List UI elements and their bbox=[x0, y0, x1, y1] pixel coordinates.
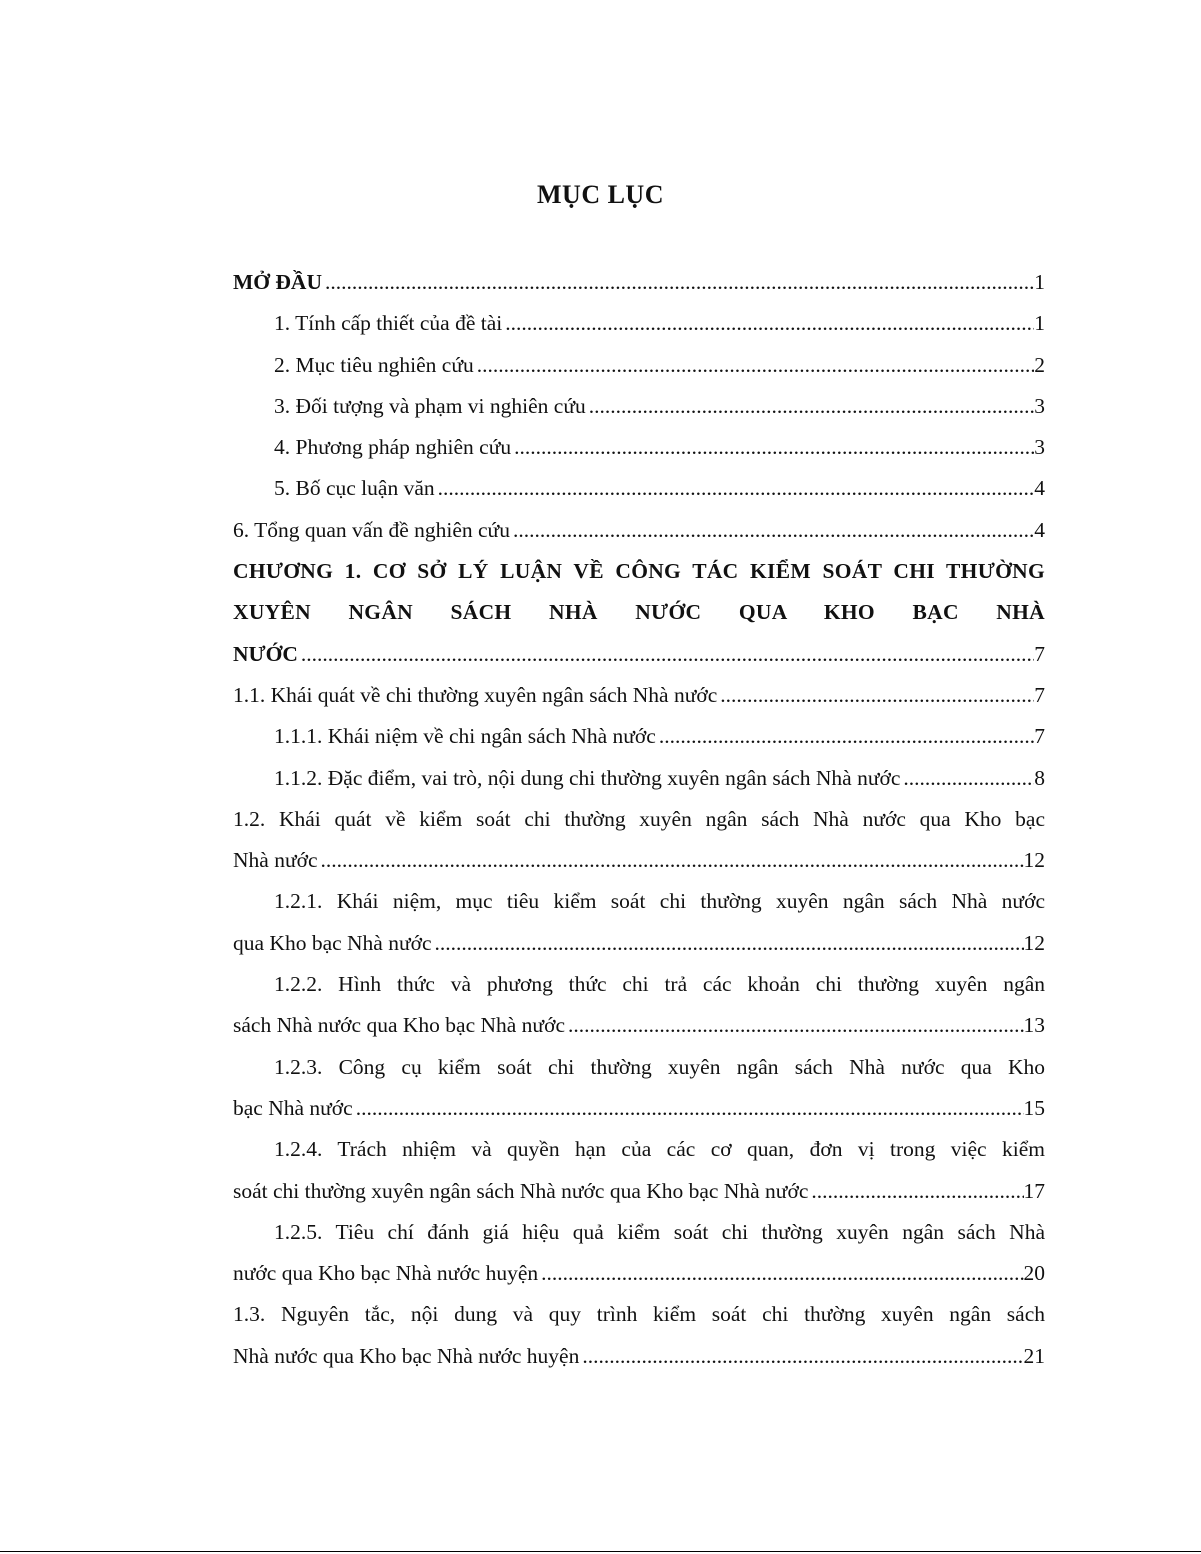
toc-entry-text-line: CHƯƠNG 1. CƠ SỞ LÝ LUẬN VỀ CÔNG TÁC KIỂM SOÁT CHI THƯỜNG XUYÊN NGÂN SÁCH NHÀ NƯỚC QUA KHO BẠC NHÀ bbox=[233, 559, 1045, 625]
toc-page-number: 3 bbox=[1034, 393, 1045, 418]
dot-leader bbox=[298, 634, 1034, 675]
toc-entry bbox=[233, 1294, 1045, 1377]
toc-entry-title: nước qua Kho bạc Nhà nước huyện bbox=[233, 1261, 539, 1286]
toc-entry bbox=[233, 881, 1045, 964]
toc-title: MỤC LỤC bbox=[537, 180, 664, 209]
toc-entry-title: 1.1. Khái quát về chi thường xuyên ngân sách Nhà nước bbox=[233, 682, 718, 707]
toc-page-number: 1 bbox=[1034, 311, 1045, 336]
toc-entry bbox=[233, 1212, 1045, 1295]
toc-page-number: 17 bbox=[1023, 1178, 1045, 1203]
dot-leader bbox=[432, 923, 1024, 964]
toc-page-number: 3 bbox=[1034, 435, 1045, 460]
toc-entry-title: NƯỚC bbox=[233, 641, 298, 666]
toc-entry-text-line: 1.2.3. Công cụ kiểm soát chi thường xuyên ngân sách Nhà nước qua Kho bbox=[274, 1054, 1045, 1079]
dot-leader bbox=[808, 1171, 1023, 1212]
toc-entry bbox=[233, 758, 1045, 799]
toc-entry-title: 1.1.2. Đặc điểm, vai trò, nội dung chi thường xuyên ngân sách Nhà nước bbox=[274, 765, 901, 790]
toc-entry-title: 1.1.1. Khái niệm về chi ngân sách Nhà nước bbox=[274, 724, 656, 749]
table-of-contents bbox=[233, 262, 1045, 1377]
dot-leader bbox=[579, 1336, 1023, 1377]
dot-leader bbox=[586, 386, 1035, 427]
dot-leader bbox=[502, 303, 1034, 344]
toc-entry bbox=[233, 262, 1045, 303]
toc-entry bbox=[233, 303, 1045, 344]
dot-leader bbox=[353, 1088, 1024, 1129]
toc-page-number: 20 bbox=[1023, 1261, 1045, 1286]
toc-entry-title: MỞ ĐẦU bbox=[233, 270, 322, 294]
toc-entry-text-line: 1.2.4. Trách nhiệm và quyền hạn của các cơ quan, đơn vị trong việc kiểm bbox=[274, 1137, 1045, 1162]
toc-page-number: 13 bbox=[1023, 1013, 1045, 1038]
toc-entry-title: soát chi thường xuyên ngân sách Nhà nước qua Kho bạc Nhà nước bbox=[233, 1178, 809, 1203]
toc-entry-title: 5. Bố cục luận văn bbox=[274, 476, 435, 501]
toc-entry-title: Nhà nước qua Kho bạc Nhà nước huyện bbox=[233, 1343, 580, 1368]
toc-entry bbox=[233, 1047, 1045, 1130]
dot-leader bbox=[435, 468, 1035, 509]
page-bottom-edge bbox=[0, 1551, 1201, 1552]
toc-entry bbox=[233, 964, 1045, 1047]
toc-page-number: 2 bbox=[1034, 352, 1045, 377]
toc-entry-text-line: 1.2.5. Tiêu chí đánh giá hiệu quả kiểm soát chi thường xuyên ngân sách Nhà bbox=[274, 1219, 1045, 1244]
dot-leader bbox=[474, 345, 1035, 386]
dot-leader bbox=[538, 1253, 1023, 1294]
toc-entry bbox=[233, 799, 1045, 882]
dot-leader bbox=[318, 840, 1024, 881]
toc-entry bbox=[233, 345, 1045, 386]
toc-entry bbox=[233, 427, 1045, 468]
toc-entry-title: qua Kho bạc Nhà nước bbox=[233, 930, 432, 955]
toc-page-number: 21 bbox=[1023, 1343, 1045, 1368]
toc-entry-title: Nhà nước bbox=[233, 848, 318, 873]
toc-entry bbox=[233, 716, 1045, 757]
dot-leader bbox=[656, 716, 1034, 757]
toc-entry bbox=[233, 510, 1045, 551]
toc-entry-title: 2. Mục tiêu nghiên cứu bbox=[274, 352, 474, 377]
toc-entry-title: 4. Phương pháp nghiên cứu bbox=[274, 435, 512, 460]
toc-page-number: 4 bbox=[1034, 476, 1045, 501]
toc-entry bbox=[233, 551, 1045, 675]
toc-page-number: 7 bbox=[1034, 641, 1045, 666]
toc-entry-text-line: 1.3. Nguyên tắc, nội dung và quy trình kiểm soát chi thường xuyên ngân sách bbox=[233, 1302, 1045, 1327]
toc-page-number: 1 bbox=[1034, 270, 1045, 294]
toc-page-number: 8 bbox=[1034, 765, 1045, 790]
toc-entry bbox=[233, 468, 1045, 509]
toc-entry-title: 1. Tính cấp thiết của đề tài bbox=[274, 311, 503, 336]
toc-entry-text-line: 1.2.2. Hình thức và phương thức chi trả các khoản chi thường xuyên ngân bbox=[274, 972, 1045, 997]
toc-entry-title: 6. Tổng quan vấn đề nghiên cứu bbox=[233, 517, 510, 542]
toc-entry-text-line: 1.2.1. Khái niệm, mục tiêu kiểm soát chi thường xuyên ngân sách Nhà nước bbox=[274, 889, 1045, 914]
dot-leader bbox=[322, 262, 1034, 303]
toc-entry bbox=[233, 386, 1045, 427]
dot-leader bbox=[717, 675, 1034, 716]
toc-entry-title: bạc Nhà nước bbox=[233, 1095, 353, 1120]
dot-leader bbox=[900, 758, 1034, 799]
toc-page-number: 4 bbox=[1034, 517, 1045, 542]
toc-page-number: 15 bbox=[1023, 1095, 1045, 1120]
toc-page-number: 7 bbox=[1034, 682, 1045, 707]
toc-page-number: 12 bbox=[1023, 930, 1045, 955]
dot-leader bbox=[510, 510, 1034, 551]
dot-leader bbox=[565, 1005, 1023, 1046]
toc-entry-title: 3. Đối tượng và phạm vi nghiên cứu bbox=[274, 393, 586, 418]
toc-entry bbox=[233, 675, 1045, 716]
toc-entry-text-line: 1.2. Khái quát về kiểm soát chi thường xuyên ngân sách Nhà nước qua Kho bạc bbox=[233, 806, 1045, 831]
toc-page-number: 7 bbox=[1034, 724, 1045, 749]
dot-leader bbox=[511, 427, 1034, 468]
toc-entry bbox=[233, 1129, 1045, 1212]
toc-page-number: 12 bbox=[1023, 848, 1045, 873]
toc-entry-title: sách Nhà nước qua Kho bạc Nhà nước bbox=[233, 1013, 566, 1038]
